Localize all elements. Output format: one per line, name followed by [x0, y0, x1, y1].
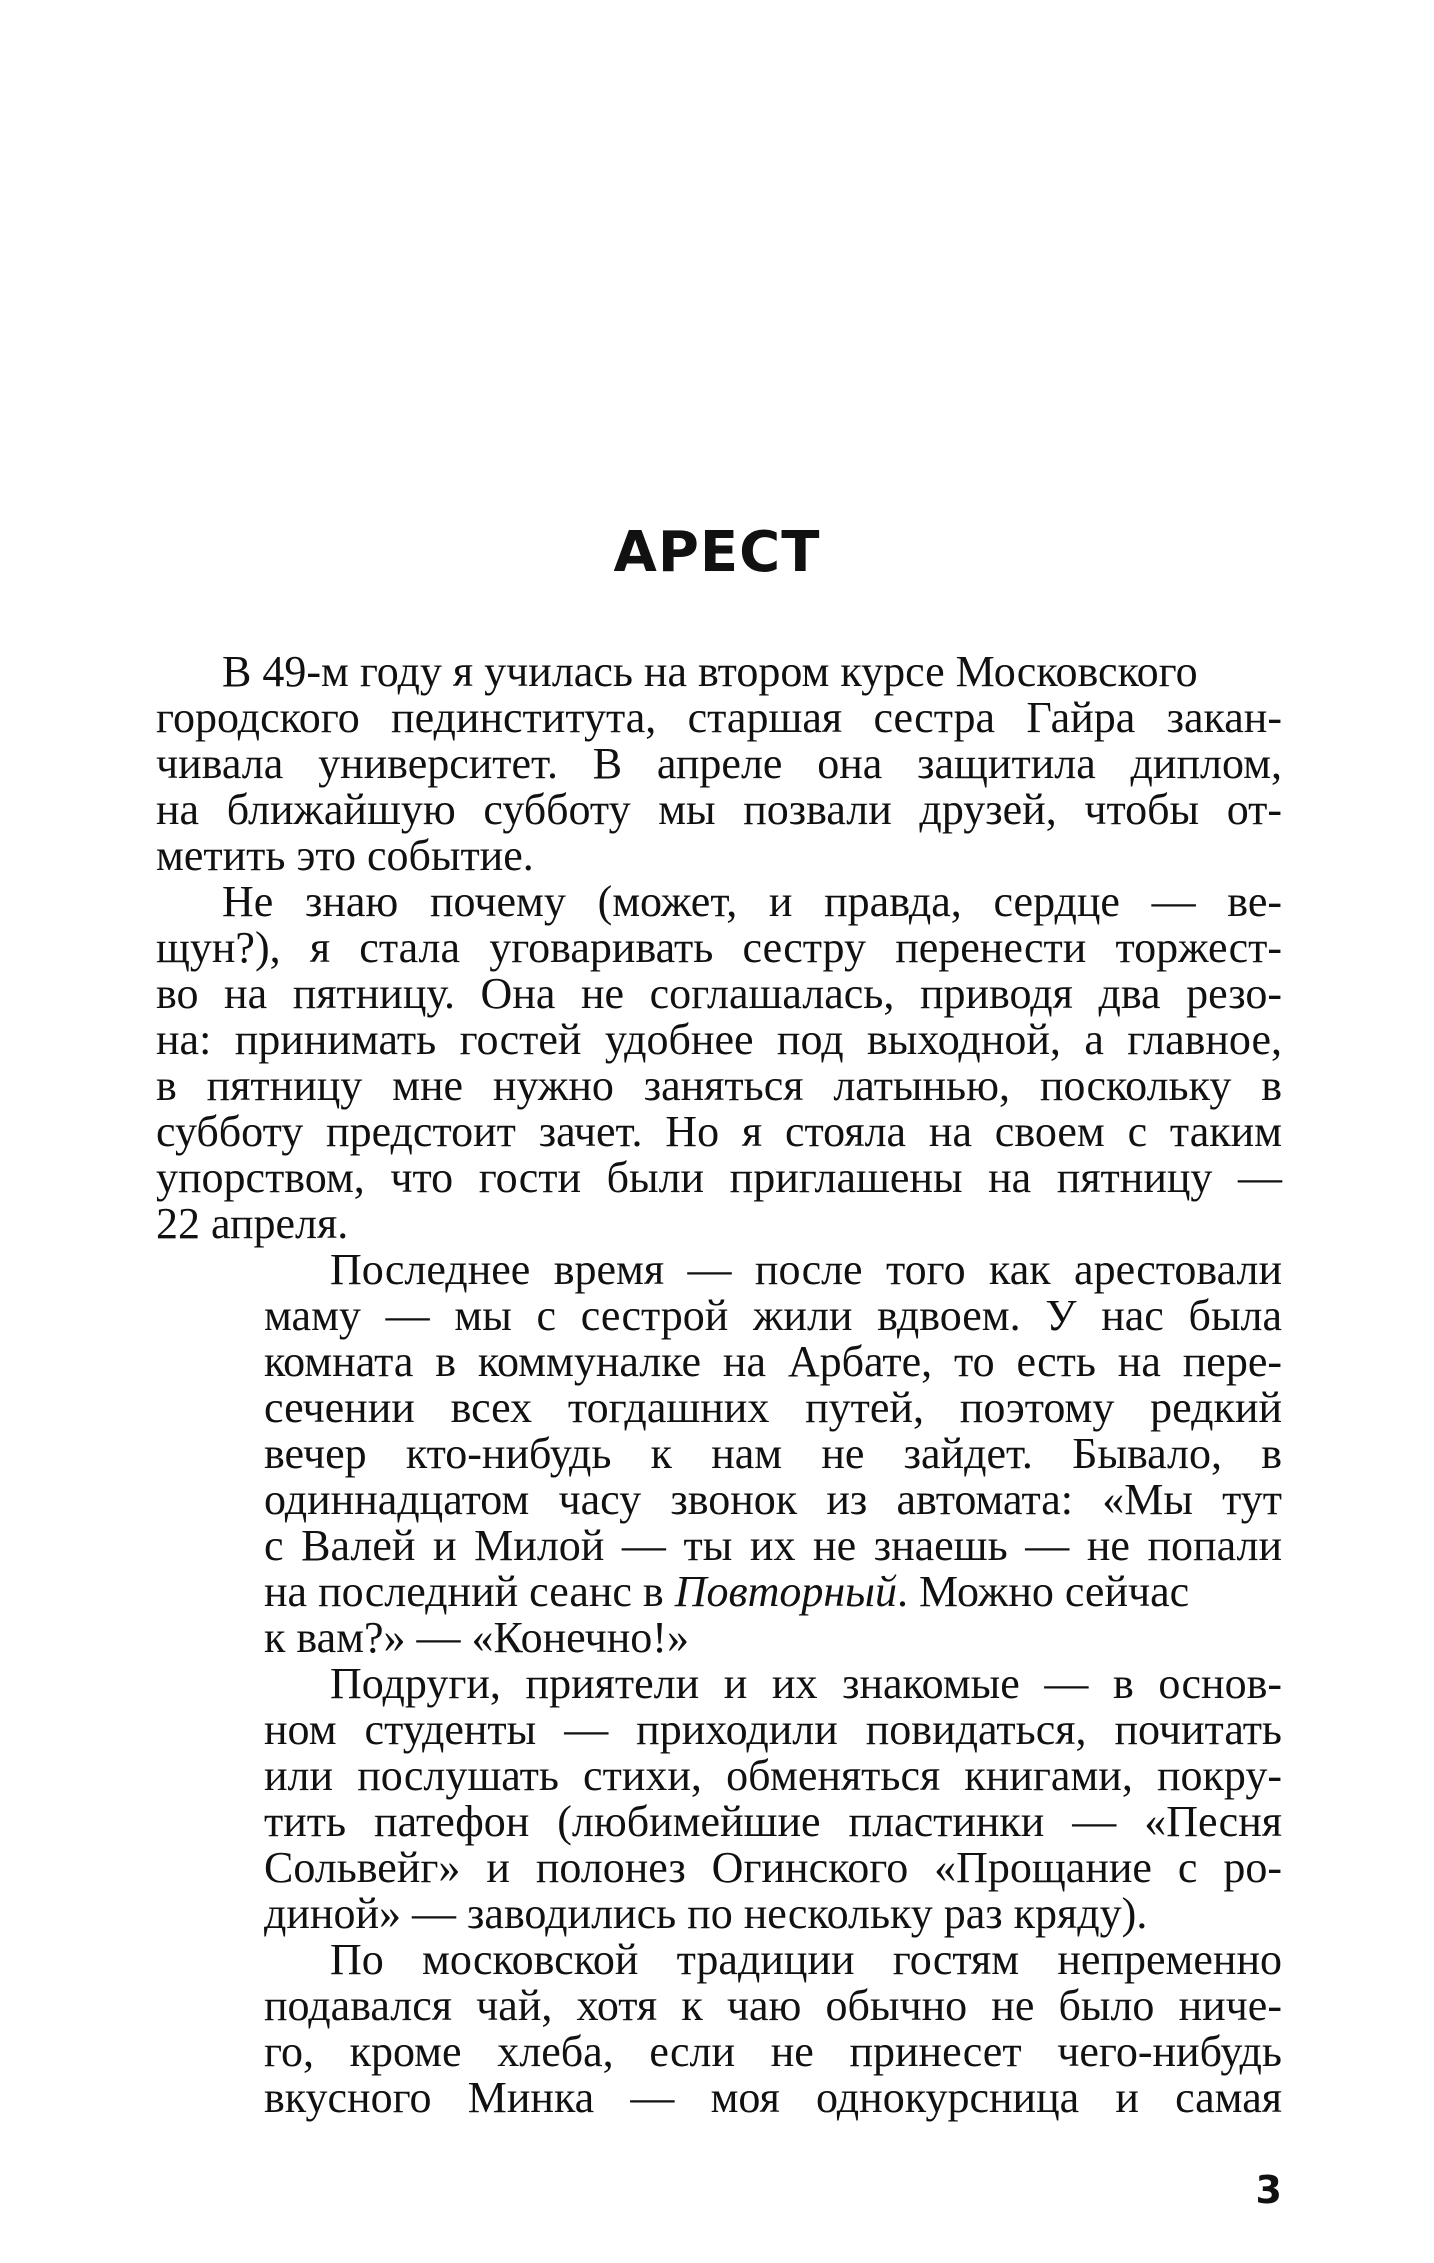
text-line: сечении всех тогдашних путей, поэтому редкий: [264, 1383, 1282, 1432]
page-number: 3: [1255, 2168, 1282, 2212]
text-line: одиннадцатом часу звонок из автомата: «Мы тут: [264, 1475, 1282, 1524]
text-line: на ближайшую субботу мы позвали друзей, чтобы от-: [156, 785, 1282, 834]
text-line: тить патефон (любимейшие пластинки — «Песня: [264, 1797, 1282, 1846]
text-line: или послушать стихи, обменяться книгами, покру-: [264, 1751, 1282, 1800]
text-line: с Валей и Милой — ты их не знаешь — не попали: [264, 1521, 1282, 1570]
text-line: вечер кто-нибудь к нам не зайдет. Бывало, в: [264, 1429, 1282, 1478]
text-line: на: принимать гостей удобнее под выходной, а главное,: [156, 1015, 1282, 1064]
cinema-name: Повторный: [674, 1567, 897, 1616]
text-line: комната в коммуналке на Арбате, то есть на пере-: [264, 1337, 1282, 1386]
text-line: к вам?» — «Конечно!»: [264, 1613, 689, 1662]
text-segment: на последний сеанс в: [264, 1567, 664, 1616]
text-line: метить это событие.: [156, 831, 534, 880]
text-line: маму — мы с сестрой жили вдвоем. У нас была: [264, 1291, 1282, 1340]
text-line: В 49-м году я училась на втором курсе Московского: [222, 647, 1198, 696]
text-line-mixed: [264, 1567, 1190, 1616]
text-line: Сольвейг» и полонез Огинского «Прощание с ро-: [264, 1843, 1282, 1892]
text-line: подавался чай, хотя к чаю обычно не было ниче-: [264, 1981, 1282, 2030]
text-line: во на пятницу. Она не соглашалась, приводя два резо-: [156, 969, 1282, 1018]
text-line: в пятницу мне нужно заняться латынью, поскольку в: [156, 1061, 1282, 1110]
text-segment: . Можно сейчас: [896, 1567, 1190, 1616]
text-line: ном студенты — приходили повидаться, почитать: [264, 1705, 1282, 1754]
text-line: го, кроме хлеба, если не принесет чего-нибудь: [264, 2027, 1282, 2076]
text-line: городского пединститута, старшая сестра Гайра закан-: [156, 693, 1282, 742]
text-line: чивала университет. В апреле она защитила диплом,: [156, 739, 1282, 788]
text-line: вкусного Минка — моя однокурсница и самая: [264, 2073, 1282, 2122]
text-line: субботу предстоит зачет. Но я стояла на своем с таким: [156, 1107, 1282, 1156]
text-line: щун?), я стала уговаривать сестру перенести торжест-: [156, 923, 1282, 972]
text-line: Не знаю почему (может, и правда, сердце — ве-: [222, 877, 1282, 926]
text-line: По московской традиции гостям непременно: [330, 1935, 1282, 1984]
chapter-title: АРЕСТ: [613, 520, 821, 585]
text-line: Последнее время — после того как арестовали: [330, 1245, 1282, 1294]
text-line: Подруги, приятели и их знакомые — в основ-: [330, 1659, 1282, 1708]
text-line: диной» — заводились по нескольку раз кряду).: [264, 1889, 1148, 1938]
text-line: упорством, что гости были приглашены на пятницу —: [156, 1153, 1282, 1202]
text-line: 22 апреля.: [156, 1199, 349, 1248]
